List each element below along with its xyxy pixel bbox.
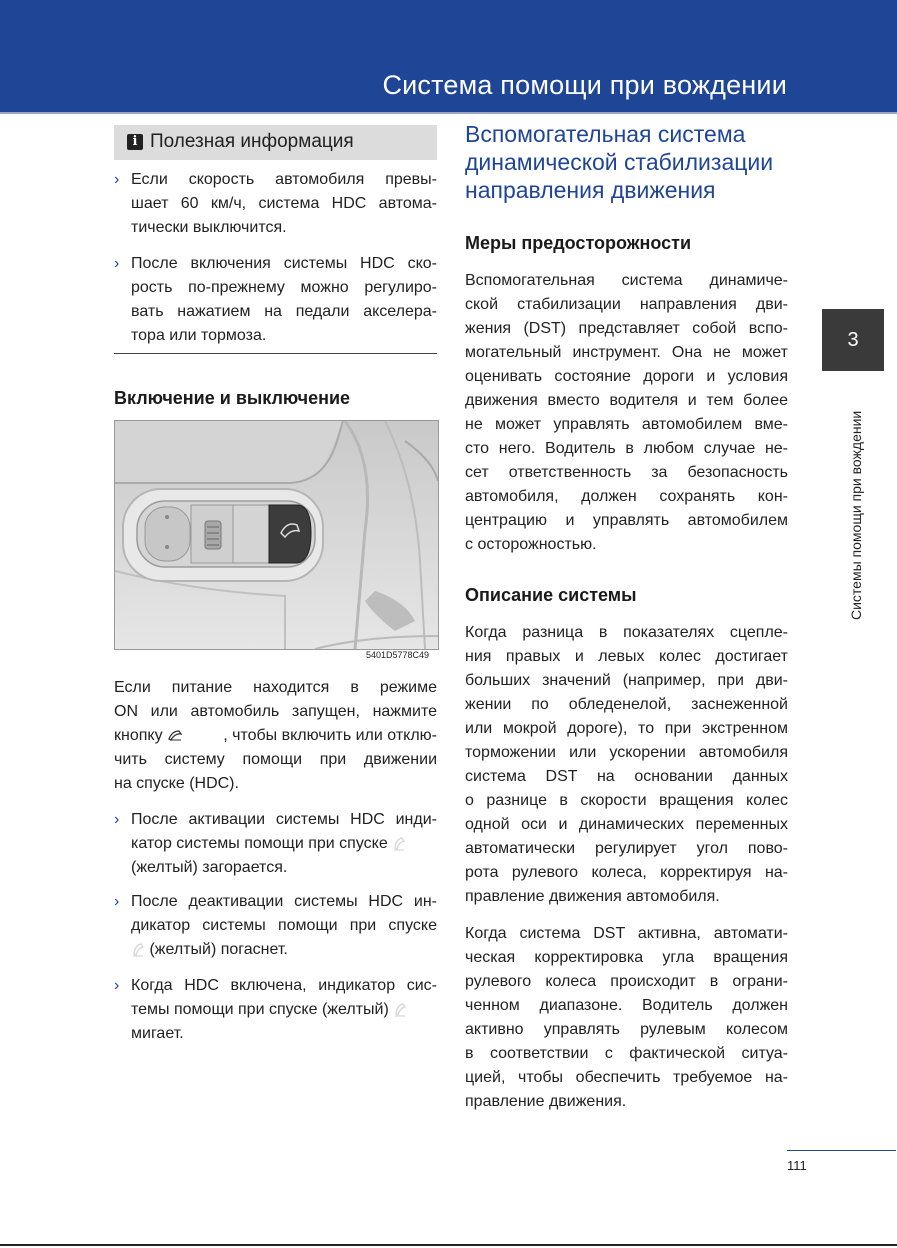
text-line: рота рулевого колеса, корректируя на- bbox=[465, 864, 788, 881]
chapter-tab[interactable]: 3 bbox=[822, 309, 884, 371]
text-line: чить систему помощи при движении bbox=[114, 751, 437, 768]
text-line: тически выключится. bbox=[131, 219, 287, 236]
hdc-indicator-icon bbox=[131, 940, 145, 958]
hdc-bullet-1 bbox=[114, 808, 437, 880]
photo-caption: 5401D5778C49 bbox=[366, 650, 430, 660]
text-line: ния правых и левых колес достигает bbox=[465, 648, 788, 665]
text-line: ской стабилизации направления дви- bbox=[465, 296, 788, 313]
bullet-chevron-icon: › bbox=[114, 171, 120, 188]
text-fragment: катор системы помощи при спуске bbox=[131, 835, 388, 852]
text-line: После включения системы HDC ско- bbox=[131, 255, 437, 272]
text-line: мигает. bbox=[131, 1025, 184, 1042]
text-line: ческая корректировка угла вращения bbox=[465, 949, 788, 966]
text-line: не может управлять автомобилем вме- bbox=[465, 416, 788, 433]
text-line: или мокрой дороге), то при экстренном bbox=[465, 720, 788, 737]
text-line: Если питание находится в режиме bbox=[114, 679, 437, 696]
hdc-intro-paragraph bbox=[114, 676, 437, 796]
text-line bbox=[131, 938, 437, 962]
bottom-border bbox=[0, 1244, 897, 1246]
text-line: рулевого колеса происходит в ограни- bbox=[465, 973, 788, 990]
text-fragment bbox=[114, 724, 183, 748]
footer-divider bbox=[787, 1150, 896, 1151]
text-line: в соответствии с фактической ситуа- bbox=[465, 1045, 788, 1062]
hdc-button-icon bbox=[167, 729, 183, 741]
header-divider bbox=[0, 112, 897, 114]
text-fragment: , чтобы включить или отклю- bbox=[223, 727, 437, 744]
heading-description: Описание системы bbox=[465, 585, 637, 605]
info-bullet-2 bbox=[114, 252, 437, 348]
bullet-chevron-icon: › bbox=[114, 893, 120, 910]
text-line: жении по обледенелой, заснеженной bbox=[465, 696, 788, 713]
hdc-indicator-icon bbox=[392, 834, 406, 852]
description-paragraph-2 bbox=[465, 922, 788, 1114]
text-line: сет ответственность за безопасность bbox=[465, 464, 788, 481]
text-line: цией, чтобы обеспечить требуемое на- bbox=[465, 1069, 788, 1086]
text-line: ченном диапазоне. Водитель должен bbox=[465, 997, 788, 1014]
info-box bbox=[114, 125, 437, 160]
text-line: Когда HDC включена, индикатор сис- bbox=[131, 977, 437, 994]
text-line: одной оси и динамических переменных bbox=[465, 816, 788, 833]
text-line: правление движения. bbox=[465, 1093, 627, 1110]
dst-section-title bbox=[465, 120, 795, 204]
text-line: активно управлять рулевым колесом bbox=[465, 1021, 788, 1038]
info-bullet-1 bbox=[114, 168, 437, 240]
hdc-indicator-icon bbox=[393, 1000, 407, 1018]
title-line: Вспомогательная система bbox=[465, 121, 746, 147]
heading-precautions: Меры предосторожности bbox=[465, 233, 692, 253]
info-title: Полезная информация bbox=[150, 131, 354, 152]
text-line: дикатор системы помощи при спуске bbox=[131, 917, 437, 934]
title-line: динамической стабилизации bbox=[465, 149, 774, 175]
bullet-chevron-icon: › bbox=[114, 977, 120, 994]
text-line: оценивать состояние дороги и условия bbox=[465, 368, 788, 385]
hdc-bullet-2 bbox=[114, 890, 437, 962]
text-line bbox=[114, 724, 437, 748]
text-line: больших значений (например, при дви- bbox=[465, 672, 788, 689]
text-line: о разнице в скорости вращения колес bbox=[465, 792, 788, 809]
precautions-paragraph bbox=[465, 269, 788, 557]
bullet-chevron-icon: › bbox=[114, 811, 120, 828]
bullet-chevron-icon: › bbox=[114, 255, 120, 272]
page-number: 111 bbox=[787, 1158, 807, 1173]
text-line: центрацию и управлять автомобилем bbox=[465, 512, 788, 529]
text-line: Когда разница в показателях сцепле- bbox=[465, 624, 788, 641]
text-line: После активации системы HDC инди- bbox=[131, 811, 437, 828]
text-line: жения (DST) представляет собой вспо- bbox=[465, 320, 788, 337]
text-line: тора или тормоза. bbox=[131, 327, 267, 344]
dashboard-switch-panel-image bbox=[115, 421, 438, 649]
text-line: шает 60 км/ч, система HDC автома- bbox=[131, 195, 437, 212]
text-line bbox=[131, 998, 437, 1022]
text-line: вать нажатием на педали акселера- bbox=[131, 303, 437, 320]
hdc-button-photo bbox=[114, 420, 439, 650]
text-line: сто него. Водитель в любом случае не- bbox=[465, 440, 788, 457]
page-title: Система помощи при вождении bbox=[382, 70, 787, 100]
text-line: После деактивации системы HDC ин- bbox=[131, 893, 437, 910]
text-line: автоматически регулирует угол пово- bbox=[465, 840, 788, 857]
text-line: Когда система DST активна, автомати- bbox=[465, 925, 788, 942]
title-line: направления движения bbox=[465, 177, 716, 203]
info-box-divider bbox=[114, 353, 437, 354]
text-fragment: темы помощи при спуске (желтый) bbox=[131, 1001, 389, 1018]
text-line: движения вместо водителя и тем более bbox=[465, 392, 788, 409]
text-line: (желтый) загорается. bbox=[131, 859, 288, 876]
text-line: Если скорость автомобиля превы- bbox=[131, 171, 437, 188]
text-line: автомобиля, должен сохранять кон- bbox=[465, 488, 788, 505]
text-line: ON или автомобиль запущен, нажмите bbox=[114, 703, 437, 720]
text-line bbox=[131, 832, 437, 856]
text-line: торможении или ускорении автомобиля bbox=[465, 744, 788, 761]
text-line: рость по-прежнему можно регулиро- bbox=[131, 279, 437, 296]
text-line: могательный инструмент. Она не может bbox=[465, 344, 788, 361]
chapter-label: Системы помощи при вождении bbox=[848, 410, 864, 620]
text-line: Вспомогательная система динамиче- bbox=[465, 272, 788, 289]
section-heading-on-off: Включение и выключение bbox=[114, 388, 351, 408]
text-fragment: (желтый) погаснет. bbox=[149, 941, 288, 958]
text-line: на спуске (HDC). bbox=[114, 775, 239, 792]
description-paragraph-1 bbox=[465, 621, 788, 909]
text-line: правление движения автомобиля. bbox=[465, 888, 720, 905]
text-fragment: кнопку bbox=[114, 727, 163, 744]
text-line: с осторожностью. bbox=[465, 536, 597, 553]
info-icon: i bbox=[127, 134, 143, 150]
header-band bbox=[0, 0, 897, 112]
text-line: система DST на основании данных bbox=[465, 768, 788, 785]
hdc-bullet-3 bbox=[114, 974, 437, 1046]
